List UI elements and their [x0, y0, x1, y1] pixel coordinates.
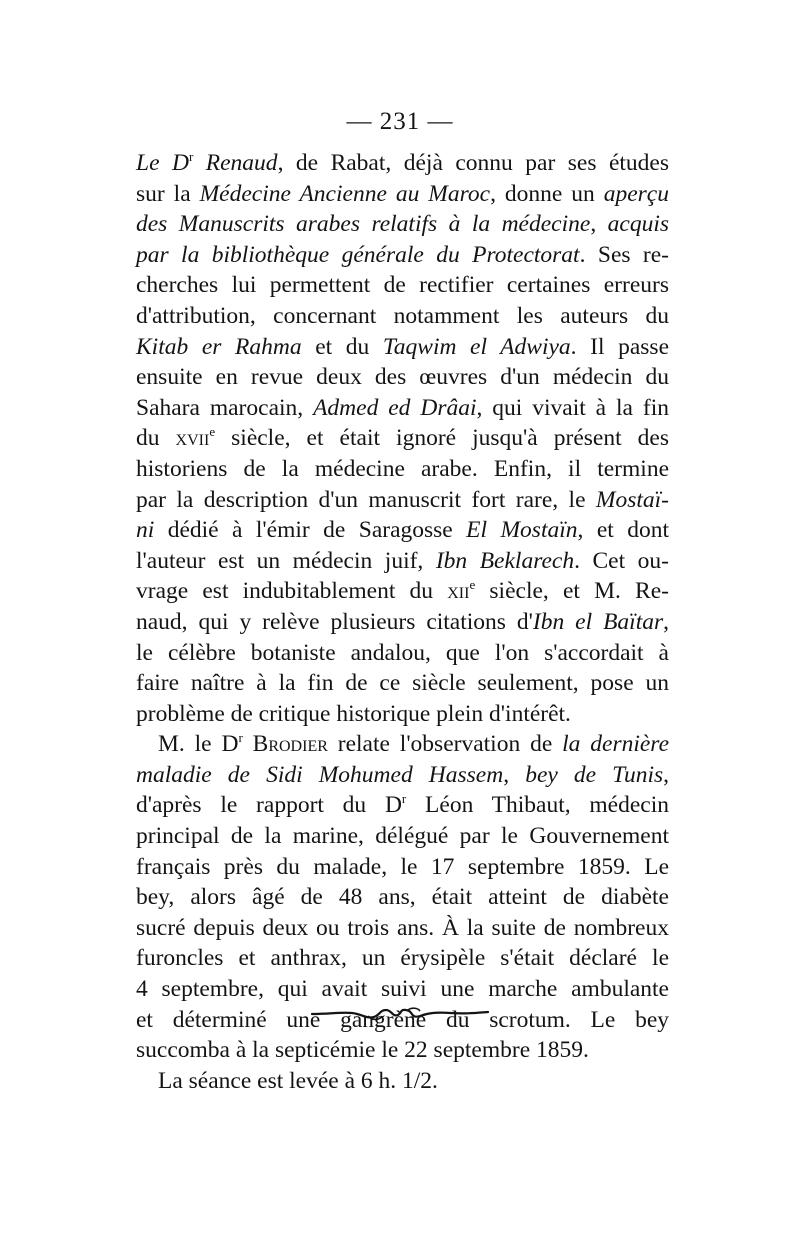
italic-text: Ibn Beklarech [435, 547, 575, 574]
text-run: et du [301, 333, 383, 360]
text-line [136, 607, 669, 638]
text-line [136, 943, 669, 974]
text-line [136, 179, 669, 210]
text-run: , [590, 211, 608, 238]
text-run: principal de la marine, délégué par le Gouvernement [136, 823, 669, 850]
text-line [136, 423, 669, 454]
italic-text: Mostaï- [595, 486, 669, 513]
text-run: , et dont [577, 517, 669, 544]
text-line [136, 729, 669, 760]
small-caps-text: xii [447, 578, 470, 605]
text-run: du [136, 425, 176, 452]
text-line [136, 760, 669, 791]
text-run: problème de critique historique plein d'intérêt. [136, 700, 571, 727]
italic-text: la dernière [562, 731, 670, 758]
text-run: M. le D [158, 731, 239, 758]
text-line [136, 790, 669, 821]
text-run: d'attribution, concernant notamment les auteurs du [136, 302, 669, 329]
text-line [136, 270, 669, 301]
text-run: 4 septembre, qui avait suivi une marche ambulante [136, 976, 669, 1003]
text-run: et déterminé une gangrène du scrotum. Le bey [136, 1006, 669, 1033]
text-run: bey, alors âgé de 48 ans, était atteint de diabète [136, 884, 669, 911]
italic-text: Taqwim el Adwiya [382, 333, 571, 360]
text-run: historiens de la médecine arabe. Enfin, il termine [136, 455, 669, 482]
text-run: siècle, et était ignoré jusqu'à présent des [215, 425, 669, 452]
text-run: , qui vivait à la fin [476, 394, 669, 421]
italic-text: Ibn el Baïtar [532, 608, 664, 635]
text-run: l'auteur est un médecin juif, [136, 547, 436, 574]
text-run: . Il passe [570, 333, 669, 360]
text-line [136, 332, 669, 363]
body-text [136, 148, 669, 1096]
text-line [136, 638, 669, 669]
italic-text: Médecine Ancienne au Maroc [199, 180, 491, 207]
text-run: ensuite en revue deux des œuvres d'un médecin du [136, 364, 669, 391]
text-run: faire naître à la fin de ce siècle seulement, pose un [136, 670, 669, 697]
text-run: , [663, 608, 670, 635]
italic-text: par la bibliothèque générale du Protectorat [136, 241, 580, 268]
text-run: , [663, 761, 669, 788]
text-run: Léon Thibaut, médecin [406, 792, 669, 819]
text-line [136, 852, 669, 883]
italic-text: des Manuscrits arabes relatifs à la médecine [136, 211, 591, 238]
italic-text: Le D [136, 150, 189, 176]
text-run: sucré depuis deux ou trois ans. À la suite de nombreux [136, 914, 669, 941]
text-line [136, 699, 669, 730]
text-run: vrage est indubitablement du [136, 578, 448, 605]
text-run: siècle, et M. Re- [475, 578, 669, 605]
superscript: r [401, 791, 407, 807]
text-run: , donne un [490, 180, 604, 207]
text-line [136, 454, 669, 485]
text-line [136, 668, 669, 699]
text-run: le célèbre botaniste andalou, que l'on s'accordait à [136, 639, 669, 666]
superscript: r [238, 730, 243, 746]
italic-text: maladie de Sidi Mohumed Hassem [136, 761, 504, 788]
italic-text: ni [136, 517, 155, 544]
text-line [136, 1066, 669, 1097]
text-run: sur la [136, 180, 200, 207]
italic-text: Renaud [193, 150, 278, 176]
text-line [136, 576, 669, 607]
text-run: . Ses re- [579, 241, 669, 268]
italic-text: Admed ed Drâai [313, 394, 477, 421]
text-line [136, 913, 669, 944]
text-run: français près du malade, le 17 septembre 1859. Le [136, 853, 669, 880]
ornament-divider [310, 997, 490, 1029]
text-line [136, 546, 669, 577]
page-number: — 231 — [346, 108, 454, 135]
superscript: e [469, 577, 476, 593]
text-line [136, 240, 669, 271]
superscript: e [209, 424, 216, 440]
text-line [136, 301, 669, 332]
text-run: . Cet ou- [574, 547, 669, 574]
italic-text: aperçu [603, 180, 669, 207]
italic-text: El Mostaïn [466, 517, 578, 544]
text-run: relate l'observation de [327, 731, 563, 758]
italic-text: acquis [607, 211, 670, 238]
text-line [136, 515, 669, 546]
small-caps-text: Brodier [252, 731, 328, 758]
text-line [136, 821, 669, 852]
text-run: succomba à la septicémie le 22 septembre 1859. [136, 1037, 589, 1064]
text-run: par la description d'un manuscrit fort rare, le [136, 486, 596, 513]
text-run: d'après le rapport du D [136, 792, 402, 819]
italic-text: Kitab er Rahma [136, 333, 302, 360]
text-run: Sahara marocain, [136, 394, 314, 421]
text-line [136, 485, 669, 516]
text-run: La séance est levée à 6 h. 1/2. [158, 1067, 438, 1094]
text-run: furoncles et anthrax, un érysipèle s'était déclaré le [136, 945, 669, 972]
text-line [136, 209, 669, 240]
text-line [136, 362, 669, 393]
text-run: dédié à l'émir de Saragosse [154, 517, 467, 544]
superscript: r [188, 149, 194, 164]
text-run: , [503, 761, 526, 788]
text-run: , de Rabat, déjà connu par ses études [277, 150, 669, 176]
small-caps-text: xvii [175, 425, 210, 452]
text-line [136, 148, 669, 179]
text-run: naud, qui y relève plusieurs citations d' [136, 608, 533, 635]
text-line [136, 1035, 669, 1066]
text-run [243, 731, 253, 757]
text-line [136, 882, 669, 913]
text-line [136, 393, 669, 424]
italic-text: bey de Tunis [525, 761, 664, 788]
text-run: cherches lui permettent de rectifier certaines erreurs [136, 272, 669, 299]
